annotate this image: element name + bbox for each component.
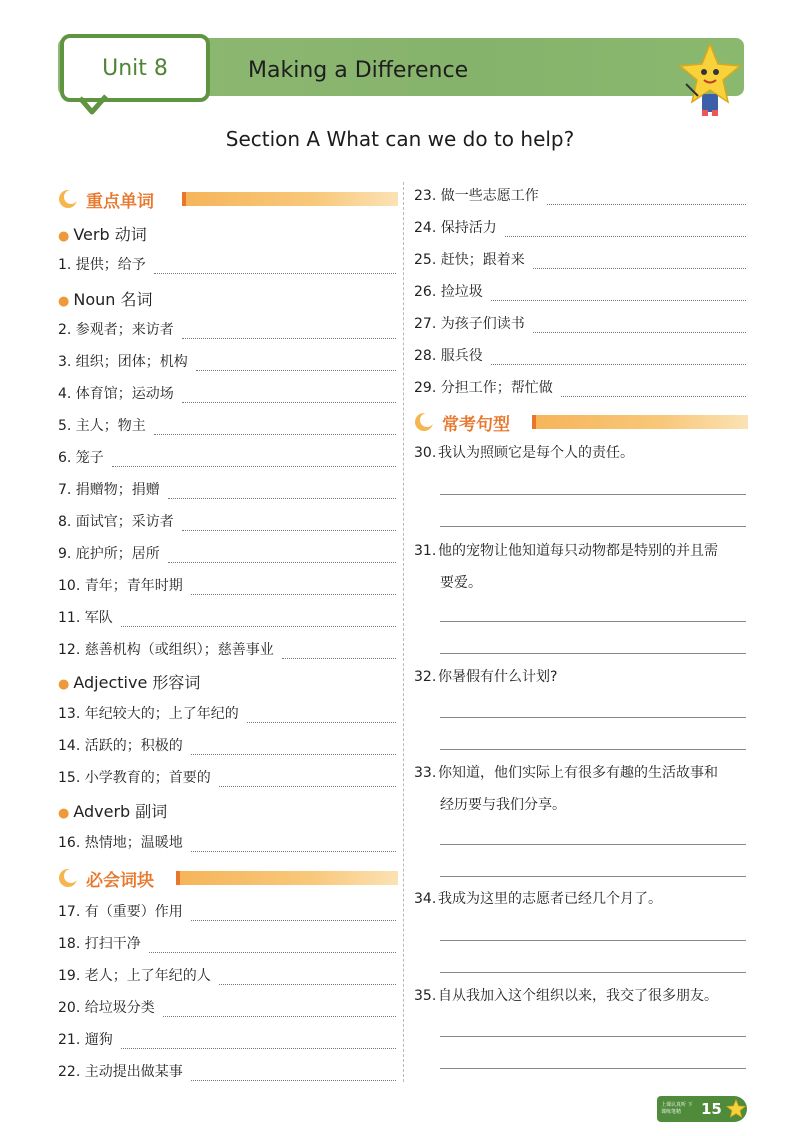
answer-blank[interactable] [191,906,396,921]
list-item: 1. 提供；给予 [58,252,396,274]
list-item: 17. 有（重要）作用 [58,899,396,921]
answer-blank[interactable] [533,318,746,333]
list-item: 13. 年纪较大的；上了年纪的 [58,701,396,723]
moon-icon [58,189,78,209]
answer-blank[interactable] [491,286,746,301]
sentence-item: 33. 你知道，他们实际上有很多有趣的生活故事和 经历要与我们分享。 [414,765,718,813]
answer-line[interactable] [440,876,746,877]
unit-title: Making a Difference [248,58,469,83]
answer-blank[interactable] [196,356,396,371]
moon-icon [58,868,78,888]
answer-blank[interactable] [182,388,396,403]
list-item: 2. 参观者；来访者 [58,317,396,339]
answer-blank[interactable] [219,772,396,787]
answer-line[interactable] [440,940,746,941]
sentence-item: 34. 我成为这里的志愿者已经几个月了。 [414,891,662,907]
moon-icon [414,412,434,432]
answer-blank[interactable] [168,548,396,563]
answer-blank[interactable] [219,970,396,985]
section-title: Section A What can we do to help? [225,127,575,151]
heading-bar [176,871,398,885]
page-number-badge [657,1096,747,1122]
answer-blank[interactable] [182,516,396,531]
section-heading-phrases [58,865,396,891]
list-item: 6. 笼子 [58,445,396,467]
star-mascot-icon [678,42,742,118]
sentence-item: 30. 我认为照顾它是每个人的责任。 [414,445,634,461]
subheading-adverb: ● Adverb 副词 [58,802,168,821]
answer-blank[interactable] [163,1002,396,1017]
answer-line[interactable] [440,972,746,973]
answer-blank[interactable] [168,484,396,499]
subheading-verb: ● Verb 动词 [58,225,147,244]
sentence-item: 35. 自从我加入这个组织以来，我交了很多朋友。 [414,988,718,1004]
answer-blank[interactable] [149,938,396,953]
list-item: 15. 小学教育的；首要的 [58,765,396,787]
answer-line[interactable] [440,749,746,750]
list-item: 24. 保持活力 [414,215,746,237]
list-item: 12. 慈善机构（或组织）；慈善事业 [58,637,396,659]
sentence-item: 31. 他的宠物让他知道每只动物都是特别的并且需 要爱。 [414,543,718,591]
answer-line[interactable] [440,1068,746,1069]
sentence-item: 32. 你暑假有什么计划? [414,669,558,685]
list-item: 23. 做一些志愿工作 [414,183,746,205]
answer-blank[interactable] [191,1066,396,1081]
answer-line[interactable] [440,1036,746,1037]
answer-line[interactable] [440,621,746,622]
list-item: 18. 打扫干净 [58,931,396,953]
list-item: 7. 捐赠物；捐赠 [58,477,396,499]
list-item: 19. 老人；上了年纪的人 [58,963,396,985]
section-heading-label: 重点单词 [86,191,154,212]
subheading-adjective: ● Adjective 形容词 [58,673,201,692]
answer-blank[interactable] [182,324,396,339]
list-item: 8. 面试官；采访者 [58,509,396,531]
answer-line[interactable] [440,844,746,845]
subheading-noun: ● Noun 名词 [58,290,153,309]
check-mark-icon [78,94,108,116]
answer-blank[interactable] [561,382,746,397]
section-heading-sentences [414,409,746,435]
answer-blank[interactable] [547,190,746,205]
list-item: 5. 主人；物主 [58,413,396,435]
answer-blank[interactable] [282,644,396,659]
list-item: 14. 活跃的；积极的 [58,733,396,755]
list-item: 26. 捡垃圾 [414,279,746,301]
answer-line[interactable] [440,526,746,527]
list-item: 16. 热情地；温暖地 [58,830,396,852]
list-item: 9. 庇护所；居所 [58,541,396,563]
answer-blank[interactable] [121,1034,396,1049]
list-item: 3. 组织；团体；机构 [58,349,396,371]
section-heading-label: 必会词块 [86,870,154,891]
answer-blank[interactable] [154,420,396,435]
list-item: 22. 主动提出做某事 [58,1059,396,1081]
answer-line[interactable] [440,653,746,654]
answer-blank[interactable] [191,837,396,852]
answer-blank[interactable] [154,259,396,274]
list-item: 21. 遛狗 [58,1027,396,1049]
answer-blank[interactable] [112,452,396,467]
unit-label: Unit 8 [102,55,168,81]
heading-bar [182,192,398,206]
footer-tagline: 上课认真听 下课练笔精 [661,1102,693,1115]
list-item: 20. 给垃圾分类 [58,995,396,1017]
section-heading-key-words [58,186,396,212]
answer-blank[interactable] [121,612,396,627]
answer-blank[interactable] [247,708,396,723]
answer-blank[interactable] [191,580,396,595]
list-item: 25. 赶快；跟着来 [414,247,746,269]
section-heading-label: 常考句型 [442,414,510,435]
answer-line[interactable] [440,717,746,718]
answer-blank[interactable] [505,222,746,237]
answer-blank[interactable] [533,254,746,269]
answer-line[interactable] [440,494,746,495]
list-item: 28. 服兵役 [414,343,746,365]
list-item: 29. 分担工作；帮忙做 [414,375,746,397]
list-item: 11. 军队 [58,605,396,627]
unit-label-box [60,34,210,102]
answer-blank[interactable] [491,350,746,365]
list-item: 27. 为孩子们读书 [414,311,746,333]
list-item: 10. 青年；青年时期 [58,573,396,595]
answer-blank[interactable] [191,740,396,755]
list-item: 4. 体育馆；运动场 [58,381,396,403]
star-icon [726,1099,746,1119]
heading-bar [532,415,748,429]
page-number: 15 [701,1100,722,1118]
column-divider [403,182,404,1082]
